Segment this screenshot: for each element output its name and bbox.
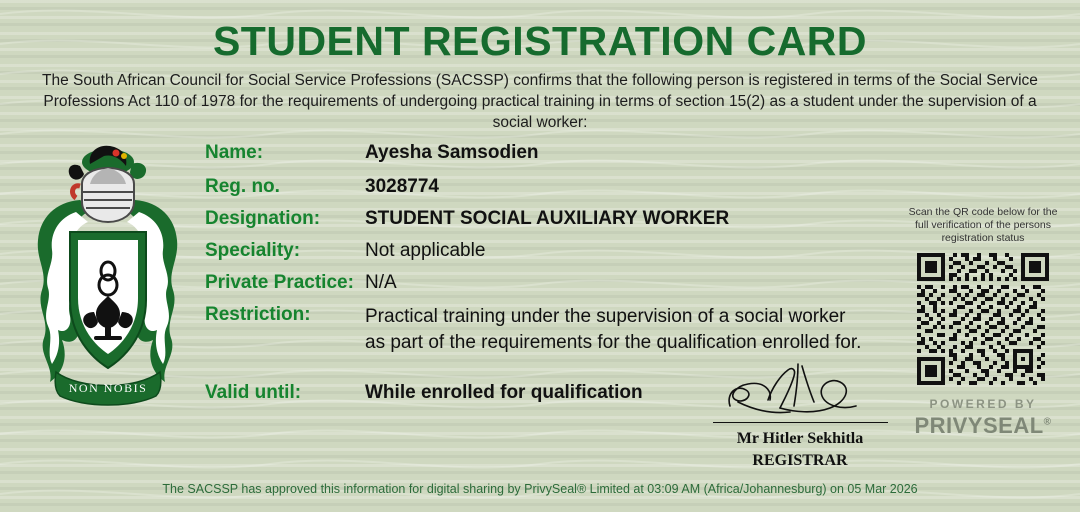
restriction-line-1: Practical training under the supervision of a social worker bbox=[365, 306, 846, 327]
field-label-designation: Designation: bbox=[205, 208, 321, 229]
field-label-restriction: Restriction: bbox=[205, 304, 311, 325]
signature-block bbox=[700, 360, 900, 472]
field-label-reg-no: Reg. no. bbox=[205, 176, 280, 197]
restriction-line-2: as part of the requirements for the qualification enrolled for. bbox=[365, 332, 862, 353]
field-row-speciality bbox=[205, 240, 925, 262]
privyseal-registered-mark: ® bbox=[1043, 416, 1052, 428]
intro-paragraph: The South African Council for Social Service Professions (SACSSP) confirms that the following person is registered in terms of the Social Service Professions Act 110 of 1978 for the requirements of undergoing practical training in terms of section 15(2) as a student under the supervision of a social worker: bbox=[42, 72, 1038, 131]
page-title: STUDENT REGISTRATION CARD bbox=[212, 18, 868, 64]
privyseal-brand-text: PRIVYSEAL bbox=[914, 413, 1044, 438]
field-label-valid-until: Valid until: bbox=[205, 382, 302, 403]
registrar-role: REGISTRAR bbox=[752, 452, 848, 469]
field-value-speciality: Not applicable bbox=[365, 240, 486, 261]
field-label-name: Name: bbox=[205, 142, 264, 163]
field-value-designation: STUDENT SOCIAL AUXILIARY WORKER bbox=[365, 208, 730, 229]
qr-caption: Scan the QR code below for the full verification of the persons registration status bbox=[908, 206, 1058, 244]
field-label-private-practice: Private Practice: bbox=[205, 272, 354, 293]
footer-note: The SACSSP has approved this information for digital sharing by PrivySeal® Limited at 03:09 AM (Africa/Johannesburg) on 05 Mar 2026 bbox=[162, 482, 918, 496]
field-value-restriction bbox=[365, 304, 861, 356]
field-row-private-practice bbox=[205, 272, 925, 294]
signature-line bbox=[713, 422, 888, 423]
qr-verification-block bbox=[908, 206, 1058, 439]
coat-of-arms-icon bbox=[20, 140, 195, 410]
field-value-private-practice: N/A bbox=[365, 272, 397, 293]
signature-mark bbox=[710, 360, 890, 422]
crest-motto: NON NOBIS bbox=[68, 381, 148, 395]
field-value-reg-no: 3028774 bbox=[365, 176, 439, 197]
registrar-name: Mr Hitler Sekhitla bbox=[736, 430, 864, 447]
powered-by-label: POWERED BY bbox=[929, 397, 1037, 411]
field-row-designation bbox=[205, 208, 925, 230]
field-row-restriction bbox=[205, 304, 925, 356]
field-label-speciality: Speciality: bbox=[205, 240, 301, 261]
field-value-valid-until: While enrolled for qualification bbox=[365, 382, 643, 403]
qr-code[interactable] bbox=[917, 253, 1049, 385]
field-value-name: Ayesha Samsodien bbox=[365, 142, 539, 163]
privyseal-brand bbox=[908, 413, 1058, 439]
field-row-reg-no bbox=[205, 176, 925, 198]
field-row-name bbox=[205, 142, 925, 164]
